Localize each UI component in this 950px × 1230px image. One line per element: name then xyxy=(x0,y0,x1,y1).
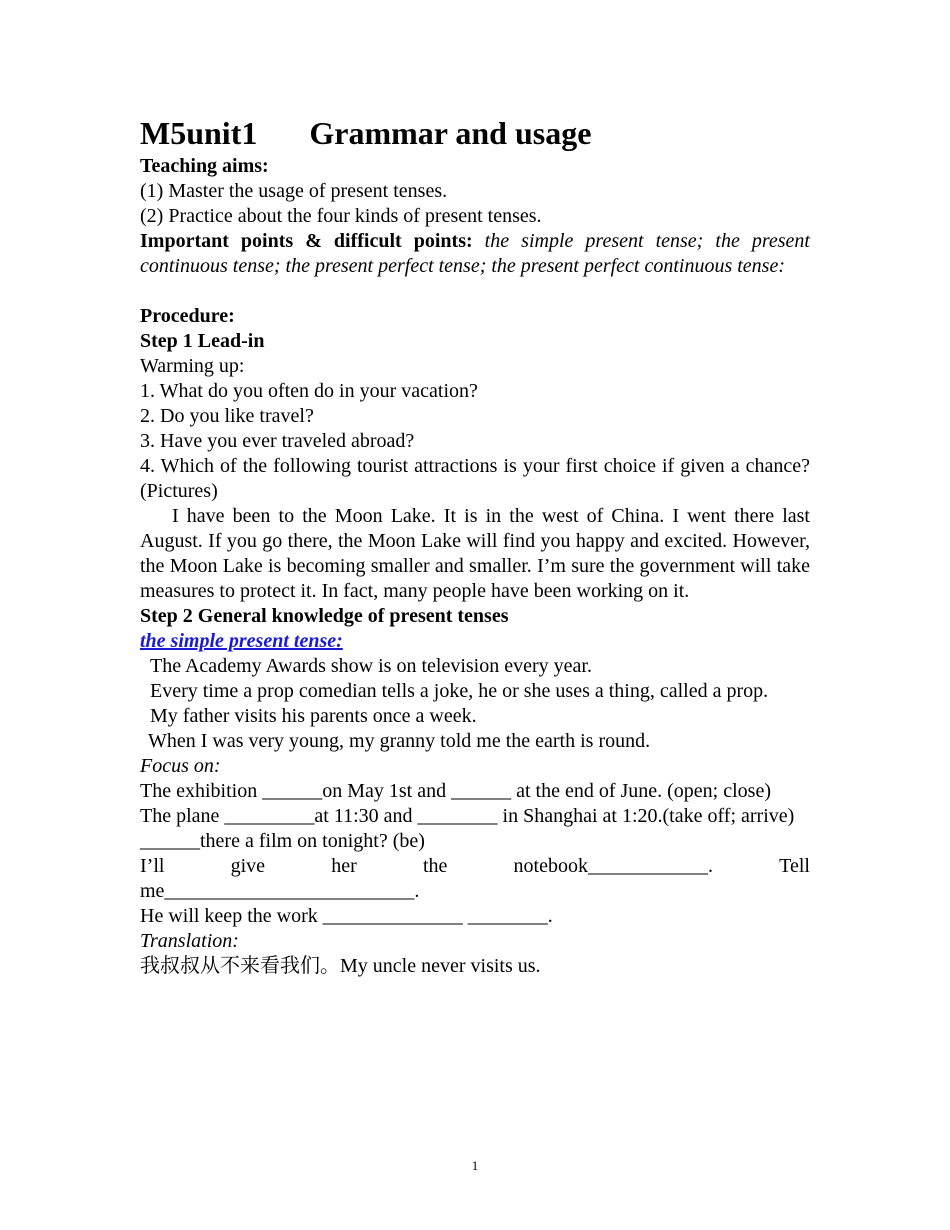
page-title xyxy=(140,112,810,154)
aim-item: (1) Master the usage of present tenses. xyxy=(140,180,448,202)
question-item: 1. What do you often do in your vacation? xyxy=(140,380,478,402)
translation-item: 我叔叔从不来看我们。My uncle never visits us. xyxy=(140,955,541,977)
page-number: 1 xyxy=(471,1158,479,1173)
important-label: Important points & difficult points: xyxy=(140,230,473,252)
exercise-item: The plane _________at 11:30 and ________ in Shanghai at 1:20.(take off; arrive) xyxy=(140,805,795,827)
lead-in-passage: I have been to the Moon Lake. It is in the west of China. I went there last August. If you go there, the Moon Lake will find you happy and excited. However, the Moon Lake is becoming smaller and smaller. I’m sure the government will take measures to protect it. In fact, many people have been working on it. xyxy=(140,505,810,602)
exercise-item: He will keep the work ______________ ________. xyxy=(140,905,553,927)
aim-item: (2) Practice about the four kinds of present tenses. xyxy=(140,205,542,227)
word: her xyxy=(331,855,357,877)
translation-label: Translation: xyxy=(140,930,239,952)
example-sentence: The Academy Awards show is on television every year. xyxy=(150,655,592,677)
document-page xyxy=(140,112,810,979)
exercise-item-spread xyxy=(140,854,810,879)
important-points xyxy=(140,229,810,279)
procedure-heading: Procedure: xyxy=(140,305,235,327)
title-topic: Grammar and usage xyxy=(309,115,592,151)
exercise-item: The exhibition ______on May 1st and ______ at the end of June. (open; close) xyxy=(140,780,771,802)
title-unit: M5unit1 xyxy=(140,115,258,151)
exercise-item-continued: me_________________________. xyxy=(140,880,420,902)
word: I’ll xyxy=(140,855,165,877)
example-sentence: Every time a prop comedian tells a joke, he or she uses a thing, called a prop. xyxy=(150,680,769,702)
question-item: 2. Do you like travel? xyxy=(140,405,314,427)
word: notebook____________. xyxy=(513,855,713,877)
word: Tell xyxy=(779,855,810,877)
word: give xyxy=(230,855,266,877)
example-sentence: When I was very young, my granny told me the earth is round. xyxy=(148,730,651,752)
example-sentence: My father visits his parents once a week. xyxy=(150,705,477,727)
question-item: 4. Which of the following tourist attractions is your first choice if given a chance?(Pictures) xyxy=(140,455,810,502)
step2-heading: Step 2 General knowledge of present tenses xyxy=(140,605,509,627)
word: the xyxy=(422,855,448,877)
section-link[interactable] xyxy=(140,629,810,654)
important-text: the simple present tense; the present continuous tense; the present perfect tense; the present perfect continuous tense: xyxy=(140,230,810,277)
question-item: 3. Have you ever traveled abroad? xyxy=(140,430,415,452)
simple-present-link[interactable]: the simple present tense: xyxy=(140,630,343,652)
step1-heading: Step 1 Lead-in xyxy=(140,330,265,352)
warming-up-label: Warming up: xyxy=(140,355,245,377)
focus-label: Focus on: xyxy=(140,755,221,777)
exercise-item: ______there a film on tonight? (be) xyxy=(140,830,425,852)
aims-heading: Teaching aims: xyxy=(140,155,269,177)
